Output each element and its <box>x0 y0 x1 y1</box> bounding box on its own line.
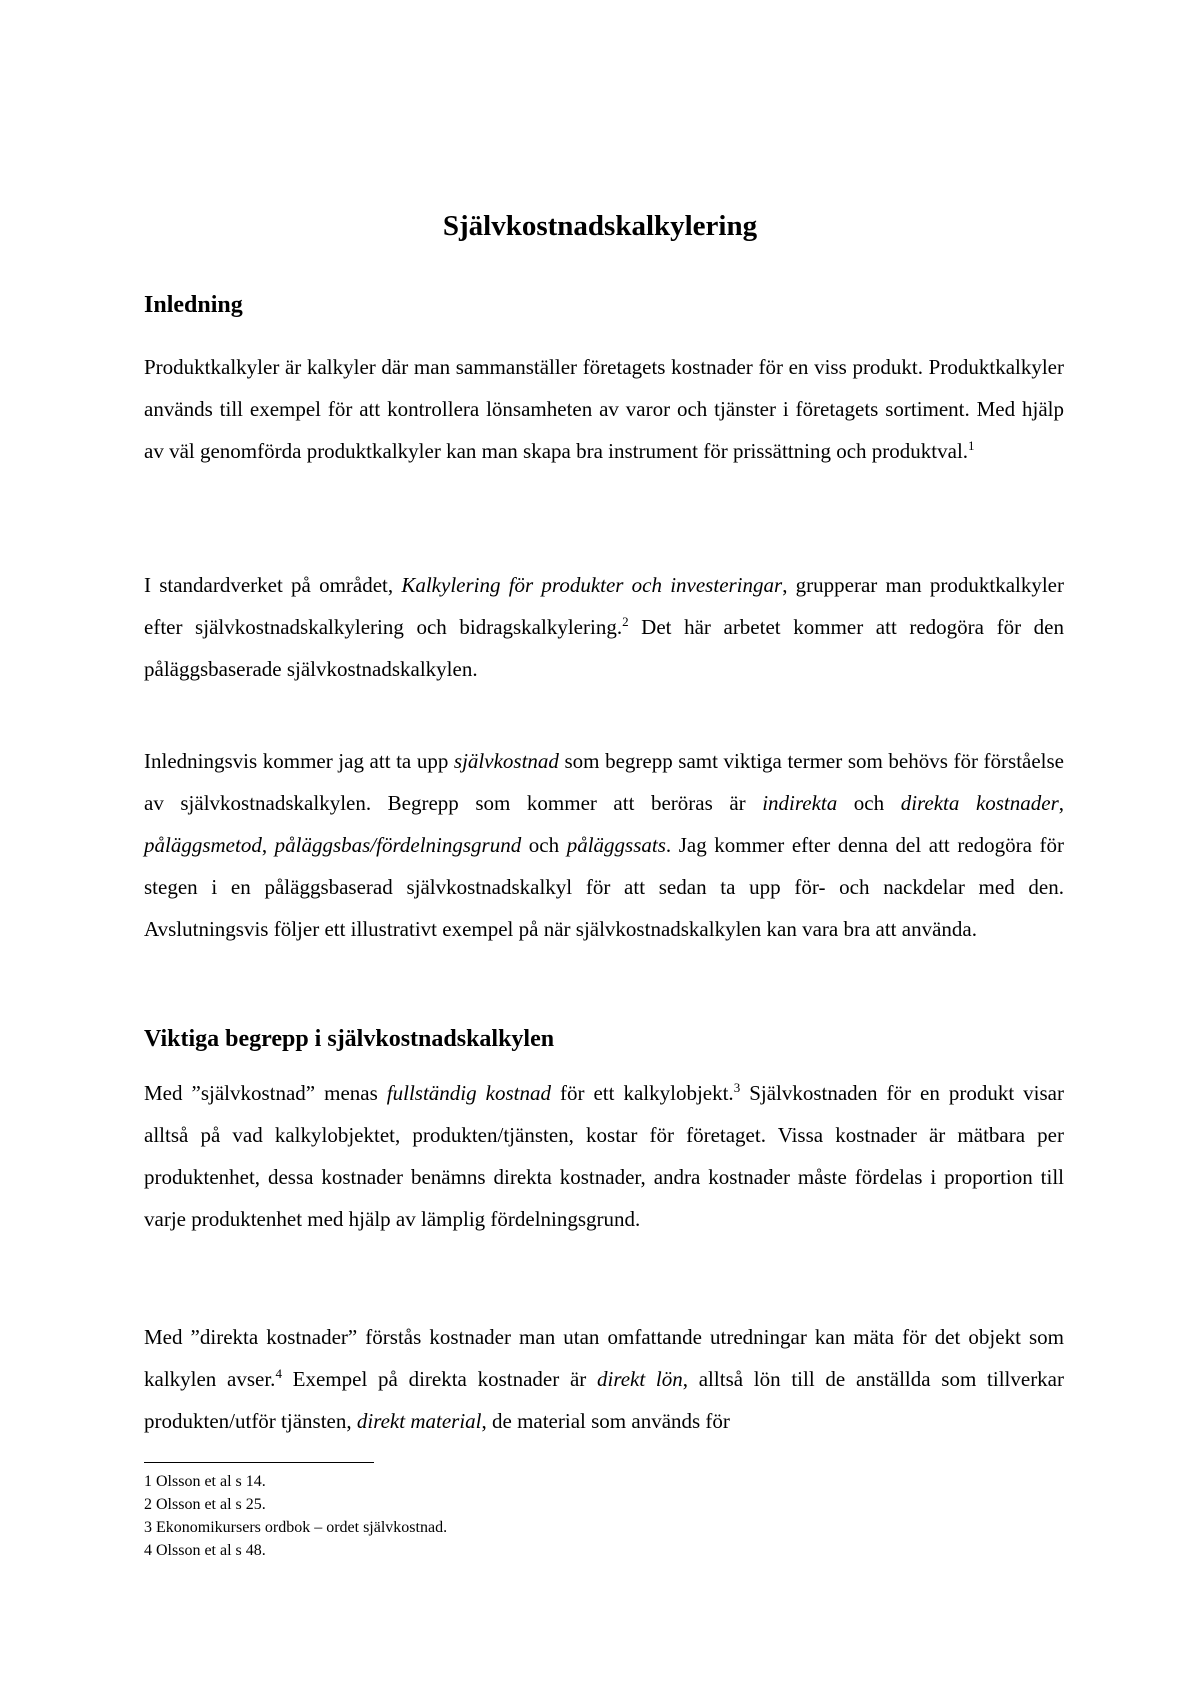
emphasized-term: direkta kostnader <box>900 791 1059 815</box>
text-run: Inledningsvis kommer jag att ta upp <box>144 749 454 773</box>
text-run: Produktkalkyler är kalkyler där man sammanställer företagets kostnader för en viss produkt. Produktkalkyler används till exempel för att kontrollera lönsamheten av varor och tjänster i företagets sortiment. Med hjälp av väl genomförda produktkalkyler kan man skapa bra instrument för prissättning och produktval. <box>144 355 1064 463</box>
footnote: 2 Olsson et al s 25. <box>144 1496 266 1513</box>
emphasized-term: påläggssats <box>566 833 666 857</box>
text-run: Exempel på direkta kostnader är <box>281 1367 597 1391</box>
text-run: , <box>1058 791 1065 815</box>
section-heading-inledning: Inledning <box>144 292 243 318</box>
emphasized-term: fullständig kostnad <box>386 1081 551 1105</box>
footnote-separator <box>144 1462 374 1463</box>
footnote-reference: 2 <box>622 614 629 629</box>
emphasized-term: påläggsmetod <box>144 833 262 857</box>
footnotes-list <box>144 1470 1064 1562</box>
footnote-reference: 1 <box>968 438 975 453</box>
paragraph <box>144 1316 1064 1442</box>
text-run: , grupperar man produktkalkyler efter självkostnadskalkylering och bidragskalkylering. <box>144 573 1065 639</box>
paragraph <box>144 564 1064 690</box>
paragraph <box>144 1072 1064 1240</box>
text-run: Självkostnaden för en produkt visar alltså på vad kalkylobjektet, produkten/tjänsten, kostar för företaget. Vissa kostnader är mätbara per produktenhet, dessa kostnader benämns direkta kostnader, andra kostnader måste fördelas i proportion till varje produktenhet med hjälp av lämplig fördelningsgrund. <box>144 1081 1064 1231</box>
text-run: , de material som används för <box>481 1409 730 1433</box>
text-run: och <box>837 791 901 815</box>
emphasized-term: självkostnad <box>453 749 559 773</box>
emphasized-term: direkt lön <box>597 1367 683 1391</box>
paragraph <box>144 740 1064 950</box>
footnote-reference: 4 <box>275 1366 282 1381</box>
footnote: 3 Ekonomikursers ordbok – ordet självkostnad. <box>144 1519 448 1536</box>
emphasized-term: påläggsbas/fördelningsgrund <box>274 833 522 857</box>
section-heading-viktiga-begrepp: Viktiga begrepp i självkostnadskalkylen <box>144 1026 555 1052</box>
page-title: Självkostnadskalkylering <box>442 210 758 242</box>
text-run: och <box>521 833 567 857</box>
emphasized-term: Kalkylering för produkter och investeringar <box>401 573 783 597</box>
text-run: Med ”självkostnad” menas <box>144 1081 387 1105</box>
text-run: för ett kalkylobjekt. <box>550 1081 734 1105</box>
text-run: som begrepp samt viktiga termer som behövs för förståelse av självkostnadskalkylen. Begrepp som kommer att beröras är <box>144 749 1064 815</box>
footnote-reference: 3 <box>733 1080 741 1095</box>
footnote: 4 Olsson et al s 48. <box>144 1542 266 1559</box>
text-run: . Jag kommer efter denna del att redogöra för stegen i en påläggsbaserad självkostnadskalkyl för att sedan ta upp för- och nackdelar med den. Avslutningsvis följer ett illustrativt exempel på när självkostnadskalkylen kan vara bra att använda. <box>144 833 1065 941</box>
emphasized-term: direkt material <box>356 1409 482 1433</box>
emphasized-term: indirekta <box>762 791 838 815</box>
paragraph <box>144 346 1064 472</box>
footnote: 1 Olsson et al s 14. <box>144 1473 266 1490</box>
text-run: Det här arbetet kommer att redogöra för den påläggsbaserade självkostnadskalkylen. <box>144 615 1064 681</box>
text-run: , alltså lön till de anställda som tillverkar produkten/utför tjänsten, <box>144 1367 1064 1433</box>
text-run: , <box>261 833 275 857</box>
text-run: I standardverket på området, <box>144 573 402 597</box>
text-run: Med ”direkta kostnader” förstås kostnader man utan omfattande utredningar kan mäta för det objekt som kalkylen avser. <box>144 1325 1064 1391</box>
